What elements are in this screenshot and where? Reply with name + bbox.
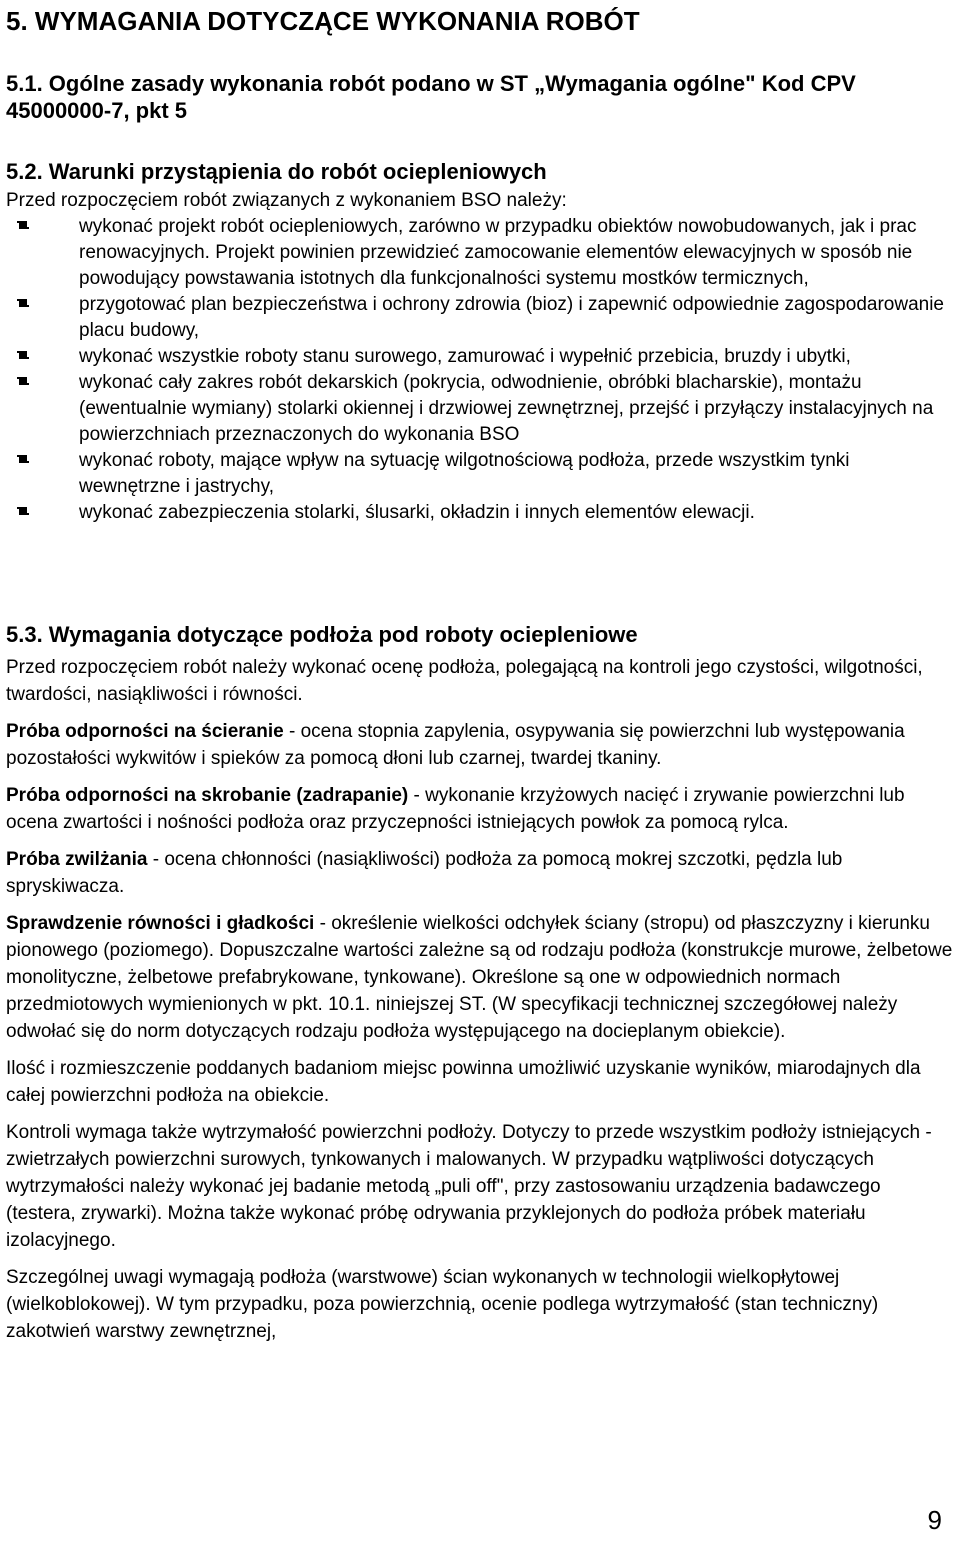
section-5-3-title: 5.3. Wymagania dotyczące podłoża pod roboty ociepleniowe xyxy=(6,622,638,647)
paragraph-body: - określenie wielkości odchyłek ściany (stropu) od płaszczyzny i kierunku pionowego (poziomego). Dopuszczalne wartości zależne są od rodzaju podłoża (konstrukcje murowe, żelbetowe monolityczne, żelbetowe prefabrykowane, tynkowane). Określone są one w odpowiednich normach przedmiotowych wymienionych w pkt. 10.1. niniejszej ST. (W specyfikacji technicznej szczegółowej należy odwołać się do norm dotyczących rodzaju podłoża występującego na docieplanym obiekcie). xyxy=(6,913,953,1042)
paragraph xyxy=(6,910,954,1045)
list-item-text: wykonać roboty, mające wpływ na sytuację wilgotnościową podłoża, przede wszystkim tynki wewnętrzne i jastrychy, xyxy=(79,450,850,497)
square-bullet-icon xyxy=(15,373,31,389)
section-5-1-title: 5.1. Ogólne zasady wykonania robót podano w ST „Wymagania ogólne" Kod CPV 45000000-7, pkt 5 xyxy=(6,71,856,123)
list-item xyxy=(6,292,954,344)
section-5-1 xyxy=(6,70,954,124)
list-item xyxy=(6,370,954,448)
list-item-text: wykonać cały zakres robót dekarskich (pokrycia, odwodnienie, obróbki blacharskie), montażu (ewentualnie wymiany) stolarki okiennej i drzwiowej zewnętrznej, przejść i przyłączy instalacyjnych na powierzchniach przeznaczonych do wykonania BSO xyxy=(79,372,934,445)
section-5-3 xyxy=(6,621,954,1345)
list-item xyxy=(6,448,954,500)
section-5-2 xyxy=(6,158,954,526)
list-item-text: wykonać zabezpieczenia stolarki, ślusarki, okładzin i innych elementów elewacji. xyxy=(79,502,755,523)
section-5-2-title: 5.2. Warunki przystąpienia do robót ociepleniowych xyxy=(6,159,547,184)
square-bullet-icon xyxy=(15,347,31,363)
paragraph-lead: Sprawdzenie równości i gładkości xyxy=(6,913,315,934)
square-bullet-icon xyxy=(15,217,31,233)
list-item xyxy=(6,214,954,292)
paragraph: Kontroli wymaga także wytrzymałość powierzchni podłoży. Dotyczy to przede wszystkim podłoży istniejących - zwietrzałych powierzchni surowych, tynkowanych i malowanych. W przypadku wątpliwości dotyczących wytrzymałości należy wykonać jej badanie metodą „puli off", przy zastosowaniu urządzenia badawczego (testera, zrywarki). Można także wykonać próbę odrywania przyklejonych do podłoża próbek materiału izolacyjnego. xyxy=(6,1122,932,1251)
paragraph-lead: Próba odporności na ścieranie xyxy=(6,721,284,742)
list-item-text: wykonać wszystkie roboty stanu surowego, zamurować i wypełnić przebicia, bruzdy i ubytki, xyxy=(79,346,851,367)
paragraph xyxy=(6,718,954,772)
paragraph xyxy=(6,846,954,900)
paragraph-lead: Próba odporności na skrobanie (zadrapanie) xyxy=(6,785,409,806)
section-5-2-intro: Przed rozpoczęciem robót związanych z wykonaniem BSO należy: xyxy=(6,190,567,211)
paragraph-lead: Próba zwilżania xyxy=(6,849,148,870)
chapter-heading: 5. WYMAGANIA DOTYCZĄCE WYKONANIA ROBÓT xyxy=(6,6,640,36)
paragraph: Szczególnej uwagi wymagają podłoża (warstwowe) ścian wykonanych w technologii wielkopłytowej (wielkoblokowej). W tym przypadku, poza powierzchnią, ocenie podlega wytrzymałość (stan techniczny) zakotwień warstwy zewnętrznej, xyxy=(6,1267,879,1342)
requirements-list xyxy=(6,214,954,526)
paragraph-body: - ocena chłonności (nasiąkliwości) podłoża za pomocą mokrej szczotki, pędzla lub spryskiwacza. xyxy=(6,849,843,897)
paragraph xyxy=(6,782,954,836)
paragraph-body: - wykonanie krzyżowych nacięć i zrywanie powierzchni lub ocena zwartości i nośności podłoża oraz przyczepności istniejących powłok za pomocą rylca. xyxy=(6,785,905,833)
list-item-text: przygotować plan bezpieczeństwa i ochrony zdrowia (bioz) i zapewnić odpowiednie zagospodarowanie placu budowy, xyxy=(79,294,944,341)
square-bullet-icon xyxy=(15,295,31,311)
page-number: 9 xyxy=(927,1505,942,1535)
list-item xyxy=(6,344,954,370)
paragraph: Ilość i rozmieszczenie poddanych badaniom miejsc powinna umożliwić uzyskanie wyników, miarodajnych dla całej powierzchni podłoża na obiekcie. xyxy=(6,1058,921,1106)
list-item xyxy=(6,500,954,526)
list-item-text: wykonać projekt robót ociepleniowych, zarówno w przypadku obiektów nowobudowanych, jak i prac renowacyjnych. Projekt powinien przewidzieć zamocowanie elementów elewacyjnych w sposób nie powodujący powstawania istotnych dla funkcjonalności systemu mostków termicznych, xyxy=(79,216,917,289)
paragraph: Przed rozpoczęciem robót należy wykonać ocenę podłoża, polegającą na kontroli jego czystości, wilgotności, twardości, nasiąkliwości i równości. xyxy=(6,657,923,705)
square-bullet-icon xyxy=(15,503,31,519)
square-bullet-icon xyxy=(15,451,31,467)
paragraph-body: - ocena stopnia zapylenia, osypywania się powierzchni lub występowania pozostałości wykwitów i spieków za pomocą dłoni lub czarnej, twardej tkaniny. xyxy=(6,721,905,769)
